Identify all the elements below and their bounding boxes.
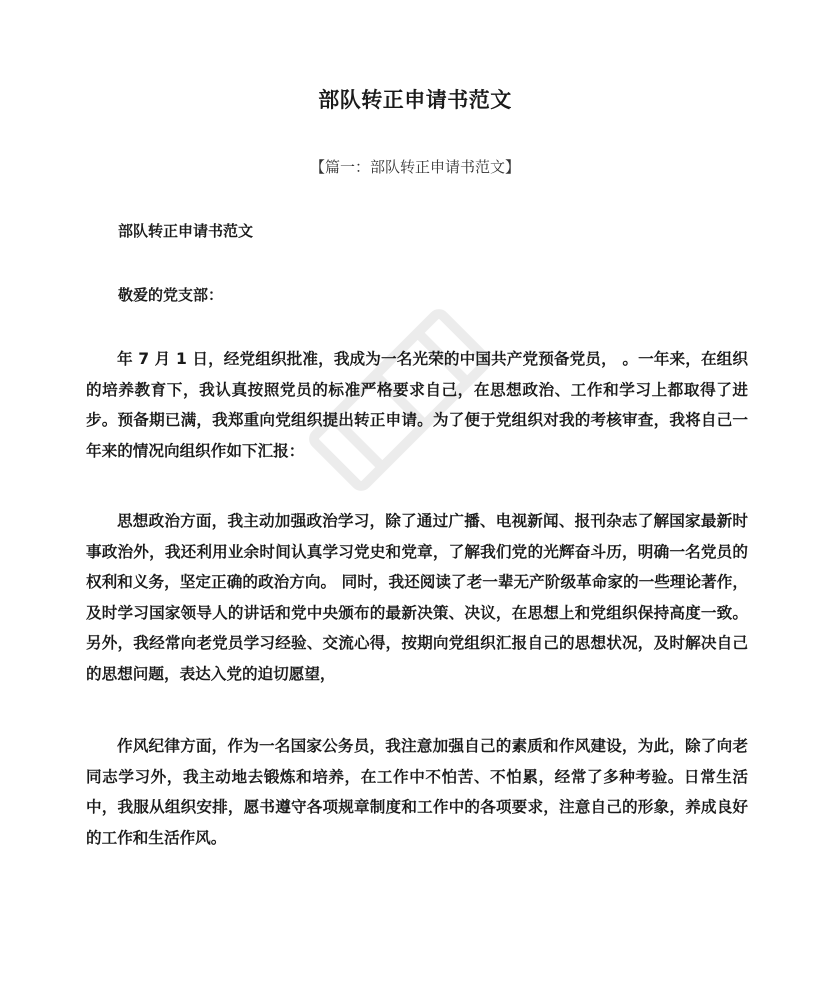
section-heading: 部队转正申请书范文 — [118, 222, 254, 240]
salutation: 敬爱的党支部： — [118, 286, 224, 304]
paragraph-intro: 年 7 月 1 日，经党组织批准，我成为一名光荣的中国共产党预备党员， 。一年来，在组织的培养教育下，我认真按照党员的标准严格要求自己，在思想政治、工作和学习上都取得了进步。预备期已满，我郑重向党组织提出转正申请。为了便于党组织对我的考核审查，我将自己一年来的情况向组织作如下汇报： — [86, 350, 748, 460]
paragraph-political: 思想政治方面，我主动加强政治学习，除了通过广播、电视新闻、报刊杂志了解国家最新时事政治外，我还利用业余时间认真学习党史和党章，了解我们党的光辉奋斗历，明确一名党员的权利和义务，坚定正确的政治方向。 同时，我还阅读了老一辈无产阶级革命家的一些理论著作，及时学习国家领导人的讲话和党中央颁布的最新决策、决议，在思想上和党组织保持高度一致。另外，我经常向老党员学习经验、交流心得，按期向党组织汇报自己的思想状况，及时解决自己的思想问题，表达入党的迫切愿望， — [86, 512, 748, 683]
paragraph-discipline: 作风纪律方面，作为一名国家公务员，我注意加强自己的素质和作风建设，为此，除了向老同志学习外，我主动地去锻炼和培养，在工作中不怕苦、不怕累，经常了多种考验。日常生活中，我服从组织安排，愿书遵守各项规章制度和工作中的各项要求，注意自己的形象，养成良好的工作和生活作风。 — [86, 737, 748, 847]
document-title: 部队转正申请书范文 — [318, 88, 512, 112]
document-subtitle: 【篇一：部队转正申请书范文】 — [309, 158, 520, 176]
